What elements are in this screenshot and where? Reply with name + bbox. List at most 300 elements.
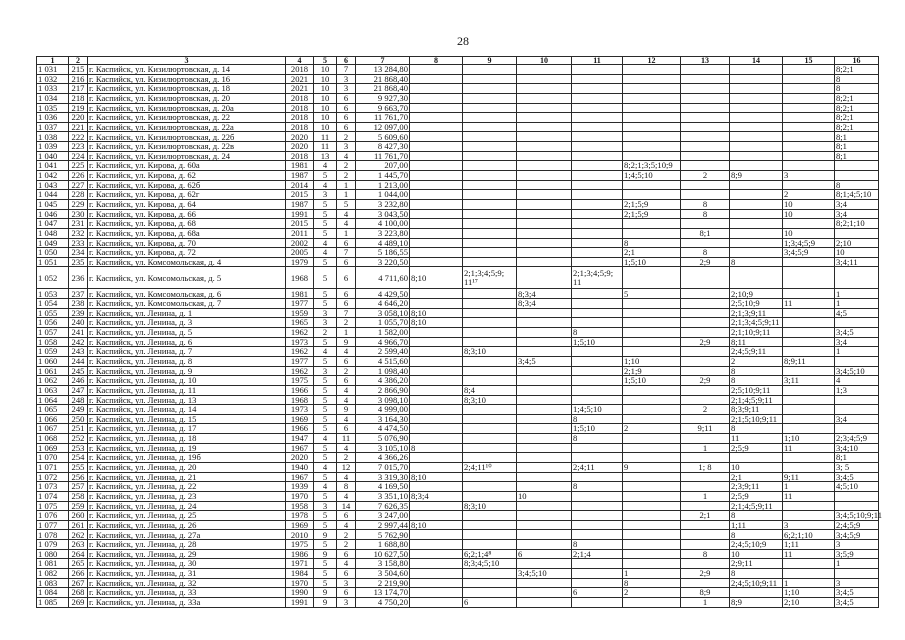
table-cell-col-7: 5 186,55 <box>356 248 410 258</box>
table-cell-col-13: 2;9 <box>681 376 730 386</box>
table-cell-col-6: 6 <box>337 588 356 598</box>
table-cell-col-5: 13 <box>314 151 337 161</box>
table-row <box>37 549 879 559</box>
table-cell-col-10: 3;4;5;10 <box>517 569 572 579</box>
table-cell-col-1: 1 074 <box>37 491 69 501</box>
table-cell-col-5: 5 <box>314 171 337 181</box>
table-cell-col-11 <box>572 84 623 94</box>
table-cell-col-15 <box>783 267 835 289</box>
table-cell-col-3: г. Каспийск, ул. Ленина, д. 11 <box>88 385 286 395</box>
table-cell-col-15 <box>783 347 835 357</box>
table-row <box>37 171 879 181</box>
table-cell-col-13 <box>681 113 730 123</box>
table-cell-col-11: 8 <box>572 414 623 424</box>
table-cell-col-14: 8 <box>730 511 783 521</box>
table-cell-col-1: 1 033 <box>37 84 69 94</box>
table-row <box>37 161 879 171</box>
table-cell-col-2: 259 <box>69 501 88 511</box>
table-cell-col-14 <box>730 588 783 598</box>
table-cell-col-5: 4 <box>314 462 337 472</box>
column-header-2: 2 <box>69 57 88 65</box>
table-cell-col-11 <box>572 520 623 530</box>
table-cell-col-4: 1973 <box>286 405 314 415</box>
table-cell-col-9 <box>463 299 517 309</box>
table-cell-col-9 <box>463 520 517 530</box>
table-cell-col-13 <box>681 482 730 492</box>
table-row <box>37 65 879 75</box>
table-cell-col-4: 1966 <box>286 385 314 395</box>
table-cell-col-5: 5 <box>314 199 337 209</box>
table-cell-col-13 <box>681 356 730 366</box>
table-cell-col-6: 3 <box>337 84 356 94</box>
table-cell-col-8: 8;10 <box>410 472 463 482</box>
table-cell-col-5: 5 <box>314 540 337 550</box>
table-cell-col-15 <box>783 501 835 511</box>
table-cell-col-8 <box>410 414 463 424</box>
table-cell-col-7: 11 761,70 <box>356 151 410 161</box>
table-cell-col-4: 2015 <box>286 190 314 200</box>
table-cell-col-13 <box>681 385 730 395</box>
table-cell-col-11: 2;4;11 <box>572 462 623 472</box>
table-cell-col-7: 1 582,00 <box>356 328 410 338</box>
table-cell-col-5: 5 <box>314 520 337 530</box>
table-cell-col-5: 4 <box>314 238 337 248</box>
table-row <box>37 190 879 200</box>
table-cell-col-7: 1 688,80 <box>356 540 410 550</box>
table-cell-col-7: 3 043,50 <box>356 209 410 219</box>
table-cell-col-14: 2;1 <box>730 472 783 482</box>
table-cell-col-5: 4 <box>314 180 337 190</box>
table-cell-col-14 <box>730 199 783 209</box>
data-table <box>36 56 882 608</box>
table-cell-col-3: г. Каспийск, ул. Кизилюртовская, д. 22в <box>88 142 286 152</box>
table-row <box>37 219 879 229</box>
table-cell-col-13 <box>681 318 730 328</box>
table-cell-col-1: 1 052 <box>37 267 69 289</box>
table-cell-col-16 <box>835 405 879 415</box>
table-cell-col-8 <box>410 569 463 579</box>
table-cell-col-16: 3; 5 <box>835 462 879 472</box>
table-cell-col-6: 9 <box>337 337 356 347</box>
table-cell-col-1: 1 060 <box>37 356 69 366</box>
table-cell-col-12: 1 <box>623 569 681 579</box>
table-cell-col-8 <box>410 289 463 299</box>
table-cell-col-4: 2018 <box>286 122 314 132</box>
table-cell-col-1: 1 072 <box>37 472 69 482</box>
table-cell-col-10 <box>517 113 572 123</box>
table-row <box>37 132 879 142</box>
table-cell-col-2: 216 <box>69 74 88 84</box>
table-cell-col-6: 2 <box>337 540 356 550</box>
table-cell-col-4: 2018 <box>286 103 314 113</box>
table-cell-col-12 <box>623 308 681 318</box>
table-cell-col-14 <box>730 93 783 103</box>
table-cell-col-11 <box>572 356 623 366</box>
table-cell-col-13 <box>681 190 730 200</box>
table-cell-col-16: 3;4;5 <box>835 472 879 482</box>
table-cell-col-2: 244 <box>69 356 88 366</box>
table-cell-col-15: 10 <box>783 228 835 238</box>
table-cell-col-6: 9 <box>337 405 356 415</box>
table-cell-col-9 <box>463 337 517 347</box>
table-cell-col-13: 8;1 <box>681 228 730 238</box>
table-cell-col-4: 1987 <box>286 171 314 181</box>
table-cell-col-15: 6;2;1;10 <box>783 530 835 540</box>
table-cell-col-9 <box>463 443 517 453</box>
table-cell-col-12 <box>623 113 681 123</box>
table-cell-col-7: 5 762,90 <box>356 530 410 540</box>
table-cell-col-9 <box>463 93 517 103</box>
table-cell-col-3: г. Каспийск, ул. Кирова, д. 60а <box>88 161 286 171</box>
table-row <box>37 376 879 386</box>
table-cell-col-1: 1 051 <box>37 257 69 267</box>
table-cell-col-7: 10 627,50 <box>356 549 410 559</box>
table-cell-col-10 <box>517 328 572 338</box>
table-cell-col-13: 8;9 <box>681 588 730 598</box>
table-cell-col-15 <box>783 219 835 229</box>
table-cell-col-2: 237 <box>69 289 88 299</box>
table-cell-col-8 <box>410 65 463 75</box>
table-cell-col-7: 3 220,50 <box>356 257 410 267</box>
table-row <box>37 328 879 338</box>
table-cell-col-10 <box>517 103 572 113</box>
table-cell-col-11 <box>572 578 623 588</box>
table-cell-col-2: 233 <box>69 238 88 248</box>
table-cell-col-13 <box>681 453 730 463</box>
table-cell-col-12 <box>623 443 681 453</box>
table-cell-col-15: 11 <box>783 549 835 559</box>
table-cell-col-15: 1;3;4;5;9 <box>783 238 835 248</box>
table-cell-col-8 <box>410 180 463 190</box>
table-cell-col-14: 8 <box>730 376 783 386</box>
table-cell-col-16: 8;2;1 <box>835 93 879 103</box>
table-cell-col-13: 2 <box>681 405 730 415</box>
table-cell-col-5: 9 <box>314 549 337 559</box>
table-cell-col-15 <box>783 151 835 161</box>
table-cell-col-5: 9 <box>314 530 337 540</box>
table-cell-col-2: 229 <box>69 199 88 209</box>
table-cell-col-9 <box>463 405 517 415</box>
table-cell-col-14 <box>730 209 783 219</box>
table-cell-col-14: 8;3;9;11 <box>730 405 783 415</box>
table-cell-col-11 <box>572 559 623 569</box>
table-cell-col-8 <box>410 113 463 123</box>
table-cell-col-11 <box>572 142 623 152</box>
table-cell-col-14: 2;1;3;9;11 <box>730 308 783 318</box>
table-cell-col-11 <box>572 376 623 386</box>
table-cell-col-2: 219 <box>69 103 88 113</box>
table-cell-col-2: 238 <box>69 299 88 309</box>
table-cell-col-12 <box>623 511 681 521</box>
table-cell-col-6: 11 <box>337 434 356 444</box>
table-cell-col-7: 4 515,60 <box>356 356 410 366</box>
table-cell-col-3: г. Каспийск, ул. Кирова, д. 62 <box>88 171 286 181</box>
table-cell-col-5: 4 <box>314 434 337 444</box>
table-cell-col-5: 3 <box>314 318 337 328</box>
table-cell-col-1: 1 080 <box>37 549 69 559</box>
table-cell-col-11 <box>572 132 623 142</box>
table-cell-col-10: 8;3;4 <box>517 299 572 309</box>
table-cell-col-9 <box>463 578 517 588</box>
table-cell-col-11 <box>572 491 623 501</box>
table-row <box>37 597 879 607</box>
table-cell-col-4: 1979 <box>286 257 314 267</box>
table-cell-col-1: 1 078 <box>37 530 69 540</box>
table-cell-col-2: 268 <box>69 588 88 598</box>
table-cell-col-8 <box>410 395 463 405</box>
table-cell-col-8: 8;10 <box>410 267 463 289</box>
table-cell-col-1: 1 042 <box>37 171 69 181</box>
table-cell-col-6: 6 <box>337 511 356 521</box>
table-cell-col-13 <box>681 161 730 171</box>
table-cell-col-4: 1966 <box>286 424 314 434</box>
table-cell-col-7: 9 663,70 <box>356 103 410 113</box>
table-cell-col-16: 8 <box>835 74 879 84</box>
table-cell-col-13: 1 <box>681 491 730 501</box>
table-row <box>37 578 879 588</box>
table-cell-col-6: 2 <box>337 530 356 540</box>
table-cell-col-2: 220 <box>69 113 88 123</box>
table-cell-col-4: 1975 <box>286 376 314 386</box>
table-cell-col-12 <box>623 385 681 395</box>
table-cell-col-3: г. Каспийск, ул. Ленина, д. 22 <box>88 482 286 492</box>
table-cell-col-1: 1 046 <box>37 209 69 219</box>
table-cell-col-3: г. Каспийск, ул. Ленина, д. 32 <box>88 578 286 588</box>
table-cell-col-13 <box>681 414 730 424</box>
table-cell-col-14 <box>730 142 783 152</box>
table-cell-col-8: 8;3;4 <box>410 491 463 501</box>
table-cell-col-14: 2;3;9;11 <box>730 482 783 492</box>
table-cell-col-7: 1 055,70 <box>356 318 410 328</box>
table-cell-col-10 <box>517 472 572 482</box>
table-cell-col-6: 6 <box>337 122 356 132</box>
table-cell-col-4: 1940 <box>286 462 314 472</box>
table-row <box>37 491 879 501</box>
table-cell-col-10 <box>517 520 572 530</box>
table-cell-col-9 <box>463 180 517 190</box>
table-cell-col-5: 5 <box>314 228 337 238</box>
table-cell-col-14: 2;4;5;10;9;11 <box>730 578 783 588</box>
table-cell-col-6: 6 <box>337 299 356 309</box>
table-cell-col-14 <box>730 180 783 190</box>
table-cell-col-3: г. Каспийск, ул. Ленина, д. 30 <box>88 559 286 569</box>
table-cell-col-6: 6 <box>337 569 356 579</box>
table-cell-col-12: 2;1;5;9 <box>623 199 681 209</box>
table-cell-col-6: 4 <box>337 472 356 482</box>
table-cell-col-12: 1;5;10 <box>623 376 681 386</box>
table-cell-col-5: 5 <box>314 491 337 501</box>
table-cell-col-4: 1991 <box>286 209 314 219</box>
table-cell-col-12 <box>623 65 681 75</box>
table-cell-col-14: 2 <box>730 356 783 366</box>
table-cell-col-5: 10 <box>314 65 337 75</box>
column-header-3: 3 <box>88 57 286 65</box>
table-cell-col-3: г. Каспийск, ул. Ленина, д. 14 <box>88 405 286 415</box>
table-cell-col-11 <box>572 472 623 482</box>
table-cell-col-12 <box>623 434 681 444</box>
table-cell-col-2: 224 <box>69 151 88 161</box>
table-cell-col-5: 5 <box>314 356 337 366</box>
table-row <box>37 443 879 453</box>
table-cell-col-9: 8;3;10 <box>463 347 517 357</box>
table-cell-col-8 <box>410 161 463 171</box>
column-header-6: 6 <box>337 57 356 65</box>
table-cell-col-12 <box>623 190 681 200</box>
table-cell-col-9 <box>463 511 517 521</box>
table-cell-col-12 <box>623 132 681 142</box>
table-cell-col-11: 6 <box>572 588 623 598</box>
table-cell-col-16 <box>835 161 879 171</box>
table-cell-col-2: 261 <box>69 520 88 530</box>
table-cell-col-10 <box>517 443 572 453</box>
table-cell-col-12 <box>623 530 681 540</box>
table-cell-col-1: 1 053 <box>37 289 69 299</box>
table-cell-col-13 <box>681 472 730 482</box>
table-cell-col-10 <box>517 559 572 569</box>
table-cell-col-6: 6 <box>337 376 356 386</box>
table-cell-col-4: 1984 <box>286 569 314 579</box>
table-cell-col-8 <box>410 199 463 209</box>
table-cell-col-16: 1 <box>835 559 879 569</box>
table-cell-col-7: 4 999,00 <box>356 405 410 415</box>
table-cell-col-8 <box>410 228 463 238</box>
table-cell-col-14: 2;5;10;9;11 <box>730 385 783 395</box>
table-cell-col-10 <box>517 257 572 267</box>
table-cell-col-2: 256 <box>69 472 88 482</box>
table-cell-col-2: 217 <box>69 84 88 94</box>
table-cell-col-15 <box>783 132 835 142</box>
table-cell-col-12 <box>623 520 681 530</box>
table-cell-col-2: 258 <box>69 491 88 501</box>
table-cell-col-16 <box>835 318 879 328</box>
table-cell-col-5: 10 <box>314 93 337 103</box>
table-cell-col-5: 5 <box>314 209 337 219</box>
table-cell-col-12 <box>623 74 681 84</box>
table-cell-col-6: 6 <box>337 93 356 103</box>
table-cell-col-3: г. Каспийск, ул. Кирова, д. 64 <box>88 199 286 209</box>
table-cell-col-11 <box>572 190 623 200</box>
table-cell-col-11 <box>572 161 623 171</box>
table-cell-col-6: 4 <box>337 443 356 453</box>
table-cell-col-9 <box>463 151 517 161</box>
table-cell-col-8 <box>410 190 463 200</box>
table-cell-col-1: 1 055 <box>37 308 69 318</box>
table-cell-col-14: 2;5;9 <box>730 443 783 453</box>
table-row <box>37 257 879 267</box>
table-cell-col-9 <box>463 142 517 152</box>
table-cell-col-7: 3 098,10 <box>356 395 410 405</box>
table-cell-col-11 <box>572 530 623 540</box>
table-cell-col-16: 3;4;11 <box>835 257 879 267</box>
table-cell-col-2: 255 <box>69 462 88 472</box>
table-cell-col-15: 2 <box>783 190 835 200</box>
table-cell-col-4: 1977 <box>286 299 314 309</box>
table-cell-col-9: 8;3;10 <box>463 395 517 405</box>
table-cell-col-8 <box>410 84 463 94</box>
table-cell-col-7: 1 213,00 <box>356 180 410 190</box>
table-cell-col-15 <box>783 559 835 569</box>
table-cell-col-15: 1 <box>783 482 835 492</box>
table-cell-col-14: 10 <box>730 549 783 559</box>
table-row <box>37 520 879 530</box>
table-cell-col-8 <box>410 462 463 472</box>
table-cell-col-12 <box>623 540 681 550</box>
table-row <box>37 405 879 415</box>
table-cell-col-10 <box>517 337 572 347</box>
table-cell-col-9 <box>463 472 517 482</box>
table-cell-col-6: 4 <box>337 151 356 161</box>
table-cell-col-11 <box>572 228 623 238</box>
table-cell-col-5: 5 <box>314 385 337 395</box>
table-cell-col-11 <box>572 93 623 103</box>
table-cell-col-8 <box>410 142 463 152</box>
table-row <box>37 180 879 190</box>
table-row <box>37 103 879 113</box>
table-cell-col-9 <box>463 103 517 113</box>
column-header-14: 14 <box>730 57 783 65</box>
table-cell-col-3: г. Каспийск, ул. Кирова, д. 66 <box>88 209 286 219</box>
table-cell-col-4: 1971 <box>286 559 314 569</box>
table-cell-col-14: 2;1;3;4;5;9;11 <box>730 318 783 328</box>
table-cell-col-6: 4 <box>337 219 356 229</box>
table-cell-col-13 <box>681 151 730 161</box>
table-cell-col-3: г. Каспийск, ул. Кирова, д. 72 <box>88 248 286 258</box>
table-cell-col-16: 3;4;5 <box>835 597 879 607</box>
table-cell-col-5: 5 <box>314 578 337 588</box>
table-cell-col-15 <box>783 395 835 405</box>
table-cell-col-5: 9 <box>314 588 337 598</box>
table-cell-col-13 <box>681 122 730 132</box>
table-cell-col-11 <box>572 248 623 258</box>
table-cell-col-15 <box>783 366 835 376</box>
table-cell-col-10 <box>517 219 572 229</box>
table-cell-col-3: г. Каспийск, ул. Ленина, д. 25 <box>88 511 286 521</box>
table-cell-col-15: 1 <box>783 578 835 588</box>
table-cell-col-1: 1 037 <box>37 122 69 132</box>
table-cell-col-16: 4 <box>835 376 879 386</box>
table-cell-col-14 <box>730 228 783 238</box>
table-cell-col-11 <box>572 569 623 579</box>
table-cell-col-6: 6 <box>337 549 356 559</box>
column-header-9: 9 <box>463 57 517 65</box>
table-cell-col-12 <box>623 482 681 492</box>
table-cell-col-11 <box>572 209 623 219</box>
table-cell-col-7: 3 164,30 <box>356 414 410 424</box>
table-cell-col-10 <box>517 65 572 75</box>
table-cell-col-1: 1 032 <box>37 74 69 84</box>
table-row <box>37 424 879 434</box>
table-cell-col-8 <box>410 588 463 598</box>
table-cell-col-8 <box>410 74 463 84</box>
table-cell-col-10 <box>517 142 572 152</box>
table-row <box>37 395 879 405</box>
table-cell-col-10 <box>517 424 572 434</box>
table-cell-col-14 <box>730 74 783 84</box>
table-cell-col-1: 1 067 <box>37 424 69 434</box>
table-cell-col-14: 2;1;10;9;11 <box>730 328 783 338</box>
table-cell-col-8 <box>410 482 463 492</box>
table-cell-col-16: 3;4;5;9 <box>835 530 879 540</box>
table-cell-col-4: 1970 <box>286 578 314 588</box>
table-cell-col-10 <box>517 366 572 376</box>
table-cell-col-13 <box>681 540 730 550</box>
table-cell-col-5: 5 <box>314 267 337 289</box>
table-cell-col-15: 11 <box>783 299 835 309</box>
table-cell-col-7: 4 169,50 <box>356 482 410 492</box>
table-cell-col-4: 1973 <box>286 337 314 347</box>
table-cell-col-12 <box>623 337 681 347</box>
table-cell-col-10 <box>517 530 572 540</box>
